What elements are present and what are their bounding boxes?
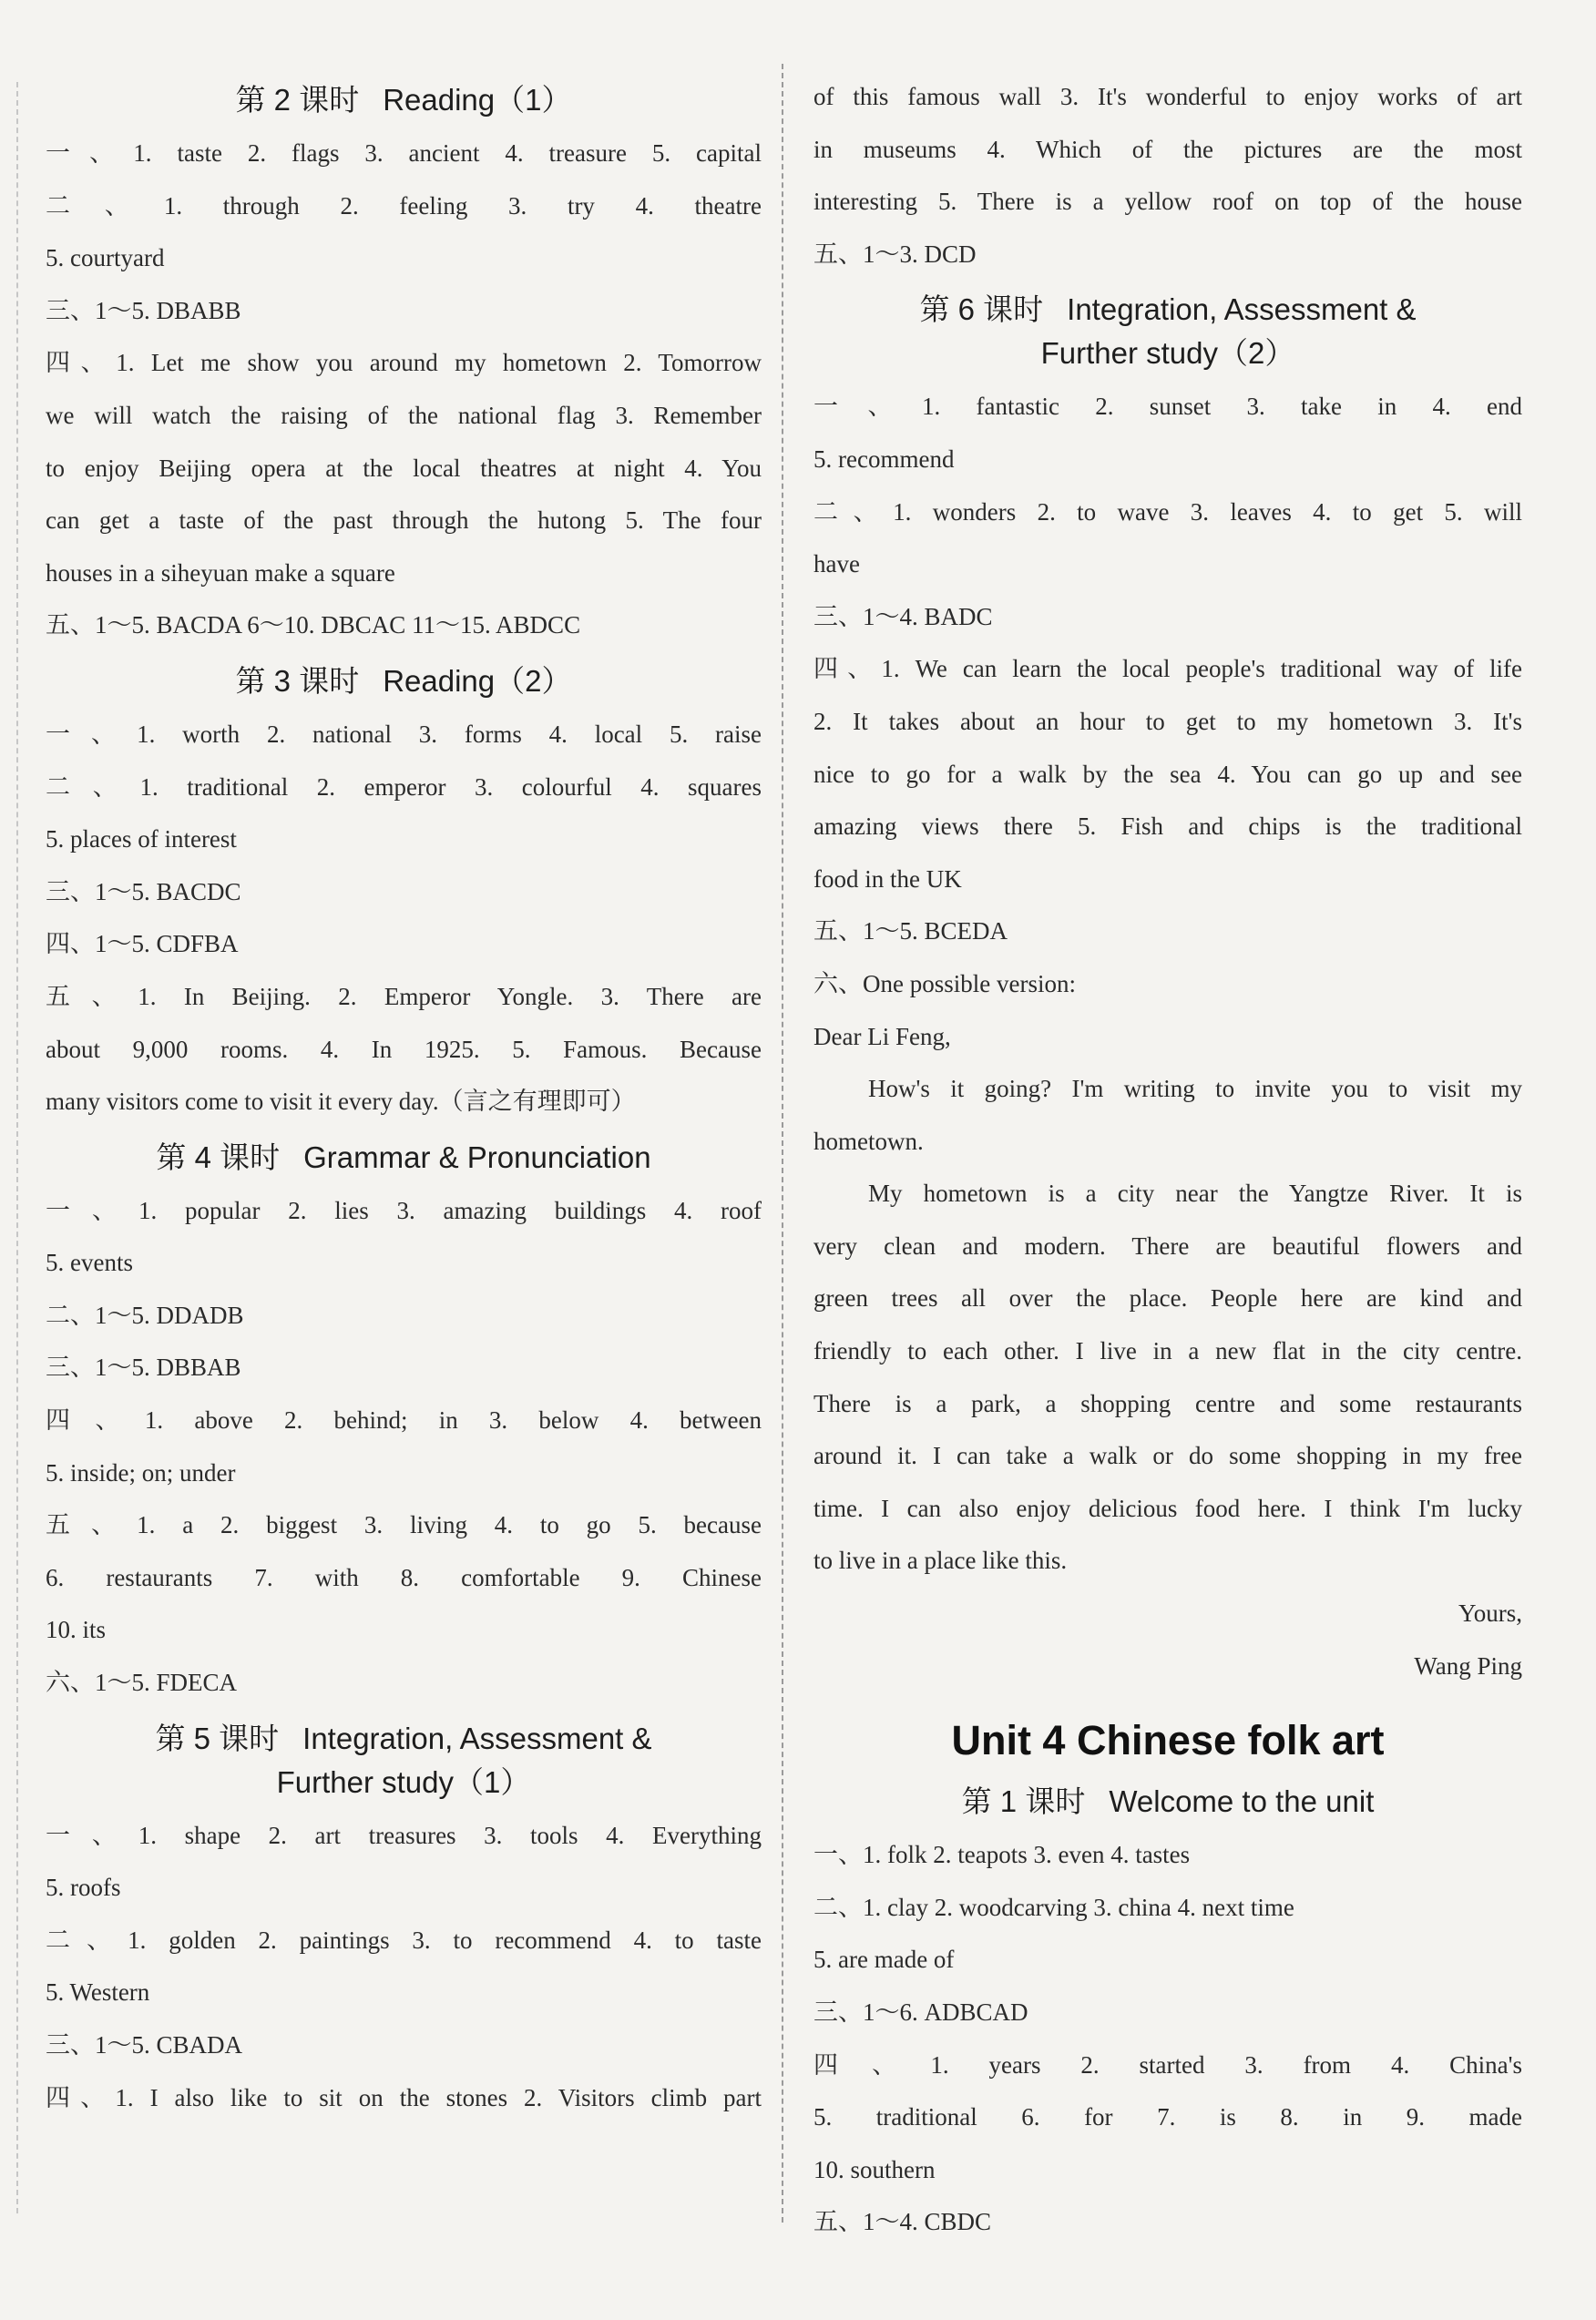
- answer-line: 三、1～6. ADBCAD: [813, 1998, 1028, 2026]
- answer-line: interesting 5. There is a yellow roof on top of the house: [813, 188, 1522, 216]
- answer-line: How's it going? I'm writing to invite you to visit my: [868, 1075, 1522, 1103]
- answer-line: 五、1～5. BACDA 6～10. DBCAC 11～15. ABDCC: [46, 611, 581, 639]
- lesson-number: 第 2 课时: [235, 83, 360, 117]
- answer-line: 一、1. worth 2. national 3. forms 4. local 5. raise: [46, 720, 762, 748]
- left-column: [46, 71, 762, 2124]
- answer-line: amazing views there 5. Fish and chips is the traditional: [813, 813, 1522, 841]
- answer-line: to live in a place like this.: [813, 1547, 1068, 1575]
- answer-line: of this famous wall 3. It's wonderful to enjoy works of art: [813, 83, 1522, 110]
- answer-line: 二、1. through 2. feeling 3. try 4. theatre: [46, 191, 762, 220]
- lesson-heading: [46, 77, 762, 124]
- column-divider: [782, 64, 783, 2223]
- answer-line: Dear Li Feng,: [813, 1022, 951, 1050]
- answer-line: nice to go for a walk by the sea 4. You can go up and see: [813, 760, 1522, 788]
- left-margin-rule: [16, 82, 18, 2213]
- answer-line: 五、1. In Beijing. 2. Emperor Yongle. 3. There are: [46, 982, 762, 1010]
- answer-line: food in the UK: [813, 864, 962, 893]
- lesson-heading-continued: Further study（2）: [1040, 336, 1295, 371]
- lesson-title: Grammar & Pronunciation: [303, 1140, 651, 1174]
- answer-line: 三、1～4. BADC: [813, 602, 993, 630]
- answer-line: 二、1. wonders 2. to wave 3. leaves 4. to get 5. will: [813, 497, 1522, 526]
- answer-line: 四、1. We can learn the local people's traditional way of life: [813, 655, 1522, 683]
- answer-line: Wang Ping: [1414, 1651, 1522, 1680]
- right-column: [813, 71, 1522, 2249]
- answer-line: Yours,: [1458, 1599, 1522, 1628]
- answer-line: 五、1～3. DCD: [813, 240, 977, 268]
- answer-line: 四、1～5. CDFBA: [46, 930, 239, 958]
- answer-line: 5. courtyard: [46, 244, 165, 272]
- answer-line: 5. recommend: [813, 445, 955, 473]
- lesson-heading: [46, 1134, 762, 1181]
- lesson-number: 第 4 课时: [156, 1140, 281, 1174]
- lesson-title: Reading（1）: [383, 83, 572, 117]
- answer-line: to enjoy Beijing opera at the local theatres at night 4. You: [46, 454, 762, 482]
- answer-line: 5. events: [46, 1249, 133, 1277]
- answer-line: 6. restaurants 7. with 8. comfortable 9. Chinese: [46, 1563, 762, 1591]
- answer-line: 5. roofs: [46, 1874, 121, 1902]
- answer-line: 五、1～5. BCEDA: [813, 917, 1008, 945]
- answer-line: 三、1～5. BACDC: [46, 877, 241, 905]
- lesson-heading: [813, 1778, 1522, 1825]
- answer-line: 六、One possible version:: [813, 969, 1076, 997]
- answer-line: green trees all over the place. People here are kind and: [813, 1284, 1522, 1313]
- answer-line: 四、1. above 2. behind; in 3. below 4. between: [46, 1406, 762, 1435]
- lesson-heading: [46, 1715, 762, 1763]
- answer-line: 一、1. taste 2. flags 3. ancient 4. treasure 5. capital: [46, 139, 762, 167]
- answer-line: There is a park, a shopping centre and some restaurants: [813, 1389, 1522, 1417]
- answer-line: 2. It takes about an hour to get to my hometown 3. It's: [813, 707, 1522, 735]
- lesson-heading-continued: Further study（1）: [276, 1764, 531, 1799]
- answer-line: in museums 4. Which of the pictures are the most: [813, 135, 1522, 163]
- answer-line: 三、1～5. DBBAB: [46, 1354, 241, 1382]
- answer-line: around it. I can take a walk or do some shopping in my free: [813, 1442, 1522, 1470]
- answer-line: hometown.: [813, 1127, 924, 1155]
- answer-line: 四、1. years 2. started 3. from 4. China's: [813, 2050, 1522, 2079]
- answer-line: 五、1～4. CBDC: [813, 2208, 992, 2236]
- answer-line: 二、1. traditional 2. emperor 3. colourful 4. squares: [46, 772, 762, 801]
- lesson-number: 第 1 课时: [961, 1784, 1086, 1819]
- answer-line: many visitors come to visit it every day.（言之有理即可）: [46, 1088, 636, 1116]
- answer-line: 5. Western: [46, 1978, 150, 2007]
- lesson-number: 第 6 课时: [919, 292, 1044, 327]
- answer-line: 一、1. fantastic 2. sunset 3. take in 4. end: [813, 393, 1522, 421]
- answer-line: about 9,000 rooms. 4. In 1925. 5. Famous. Because: [46, 1035, 762, 1063]
- lesson-heading: [46, 658, 762, 705]
- answer-line: we will watch the raising of the national flag 3. Remember: [46, 401, 762, 429]
- answer-line: very clean and modern. There are beautiful flowers and: [813, 1232, 1522, 1260]
- answer-line: 5. are made of: [813, 1946, 955, 1974]
- answer-line: 二、1. clay 2. woodcarving 3. china 4. next time: [813, 1893, 1294, 1921]
- lesson-title: Integration, Assessment &: [1067, 292, 1417, 327]
- answer-line: 5. places of interest: [46, 825, 237, 853]
- unit-title: Unit 4 Chinese folk art: [951, 1717, 1385, 1764]
- answer-line: 四、1. I also like to sit on the stones 2. Visitors climb part: [46, 2083, 762, 2111]
- answer-line: 5. inside; on; under: [46, 1458, 236, 1487]
- answer-line: 四、1. Let me show you around my hometown 2. Tomorrow: [46, 349, 762, 377]
- answer-line: 5. traditional 6. for 7. is 8. in 9. made: [813, 2103, 1522, 2131]
- answer-line: 一、1. popular 2. lies 3. amazing buildings 4. roof: [46, 1196, 762, 1224]
- answer-line: 二、1. golden 2. paintings 3. to recommend 4. to taste: [46, 1926, 762, 1954]
- answer-line: houses in a siheyuan make a square: [46, 558, 395, 587]
- answer-line: time. I can also enjoy delicious food here. I think I'm lucky: [813, 1494, 1522, 1522]
- lesson-title: Welcome to the unit: [1109, 1784, 1375, 1819]
- lesson-number: 第 3 课时: [235, 663, 360, 698]
- answer-line: friendly to each other. I live in a new flat in the city centre.: [813, 1337, 1522, 1365]
- answer-line: 六、1～5. FDECA: [46, 1669, 238, 1697]
- answer-line: 10. southern: [813, 2155, 936, 2183]
- answer-line: 二、1～5. DDADB: [46, 1301, 244, 1329]
- answer-line: can get a taste of the past through the hutong 5. The four: [46, 506, 762, 535]
- answer-line: 一、1. folk 2. teapots 3. even 4. tastes: [813, 1841, 1191, 1869]
- answer-line: 五、1. a 2. biggest 3. living 4. to go 5. because: [46, 1511, 762, 1539]
- answer-line: 三、1～5. DBABB: [46, 296, 241, 324]
- lesson-title: Reading（2）: [383, 663, 572, 698]
- lesson-heading: [813, 286, 1522, 333]
- answer-line: My hometown is a city near the Yangtze River. It is: [868, 1180, 1522, 1208]
- lesson-title: Integration, Assessment &: [302, 1721, 652, 1755]
- answer-line: 10. its: [46, 1616, 107, 1644]
- answer-line: 三、1～5. CBADA: [46, 2031, 243, 2059]
- lesson-number: 第 5 课时: [155, 1721, 280, 1755]
- answer-line: have: [813, 550, 860, 578]
- answer-line: 一、1. shape 2. art treasures 3. tools 4. Everything: [46, 1821, 762, 1849]
